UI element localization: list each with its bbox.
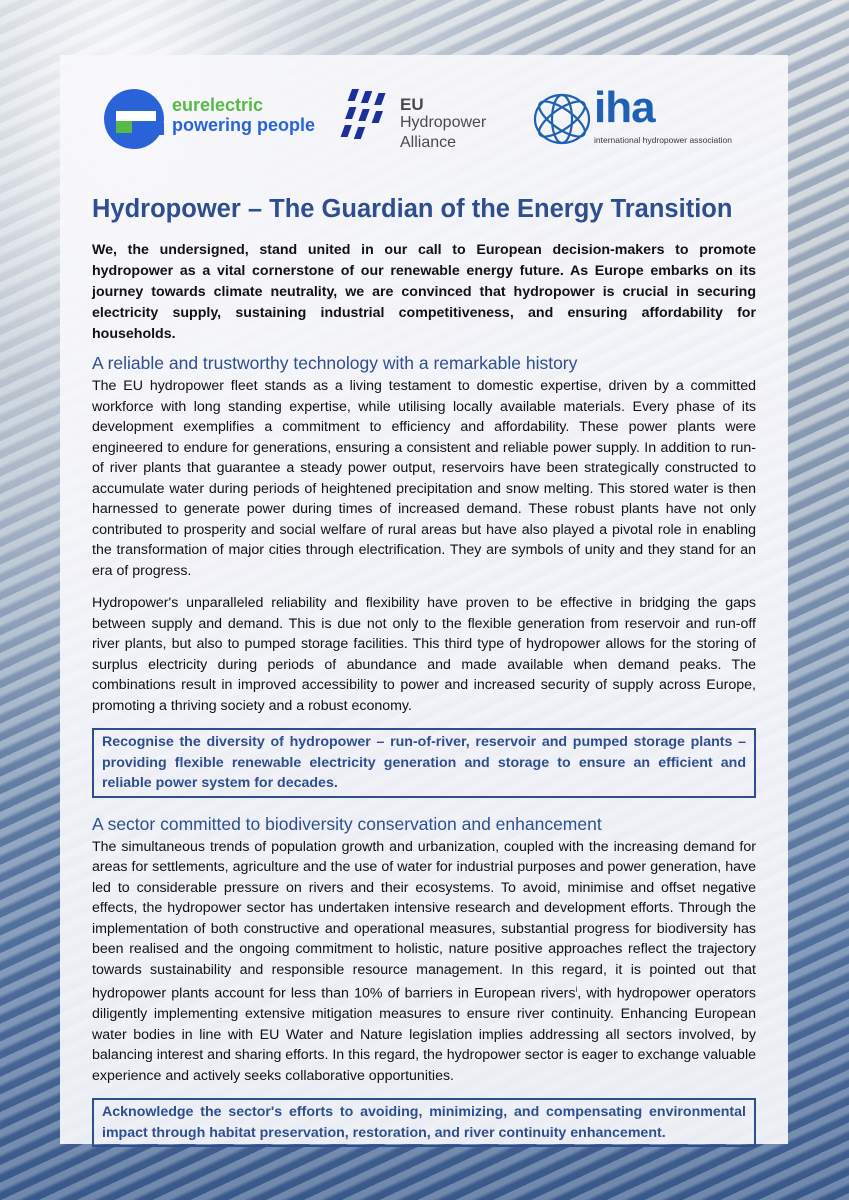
section2-paragraph1 — [92, 837, 756, 1087]
section1-paragraph2: Hydropower's unparalleled reliability and flexibility have proven to be effective in bridging the gaps between supply and demand. This is due not only to the flexible generation from reservoir and run-off river plants, but also to pumped storage facilities. This third type of hydropower allows for the storing of surplus electricity during periods of abundance and made available when demand peaks. The combinations result in improved accessibility to power and increased security of supply across Europe, promoting a thriving society and a robust economy. — [92, 595, 756, 714]
section2-paragraph1-part1: The simultaneous trends of population growth and urbanization, coupled with the increasing demand for areas for settlements, agriculture and the use of water for industrial purposes and power generation, have led to considerable pressure on rivers and their ecosystems. To avoid, minimise and offset negative effects, the hydropower sector has undertaken intensive research and development efforts. Through the implementation of both constructive and operational measures, substantial progress for biodiversity has been realised and the ongoing commitment to holistic, nature positive approaches reflect the trajectory towards sustainability and responsible resource management. In this regard, it is pointed out that hydropower plants account for less than 10% of barriers in European rivers — [92, 838, 756, 1002]
alliance-line3: Alliance — [400, 134, 457, 151]
alliance-line1: EU — [400, 95, 424, 114]
section1-callout: Recognise the diversity of hydropower – run-of-river, reservoir and pumped storage plants – providing flexible renewable electricity generation and storage to ensure an efficient and reliable power system for decades. — [92, 728, 756, 798]
iha-subtitle: international hydropower association — [594, 135, 732, 145]
footnote-marker[interactable]: i — [575, 985, 578, 994]
section2-heading: A sector committed to biodiversity conservation and enhancement — [92, 813, 602, 834]
logo-row — [92, 85, 756, 195]
eurelectric-tagline: powering people — [172, 115, 316, 135]
alliance-stripes-icon — [338, 89, 398, 145]
iha-globe-icon — [532, 85, 594, 151]
section1-heading: A reliable and trustworthy technology with a remarkable history — [92, 353, 578, 373]
section2-callout: Acknowledge the sector's efforts to avoiding, minimizing, and compensating environmental impact through habitat preservation, restoration, and river continuity enhancement. — [92, 1098, 756, 1147]
iha-logo — [532, 85, 752, 155]
alliance-line2: Hydropower — [400, 114, 487, 131]
document-panel — [60, 55, 788, 1144]
page-title: Hydropower – The Guardian of the Energy Transition — [92, 195, 733, 223]
eurelectric-e-icon — [102, 87, 166, 151]
iha-mark: iha — [594, 83, 655, 132]
section1-paragraph1: The EU hydropower fleet stands as a living testament to domestic expertise, driven by a committed workforce with long standing expertise, while utilising locally available materials. Every phase of its development exemplifies a commitment to efficiency and affordability. These power plants were engineered to endure for generations, ensuring a consistent and reliable power supply. In addition to run-of river plants that guarantee a steady power output, reservoirs have been strategically constructed to accumulate water during periods of heightened precipitation and snow melting. This stored water is then harnessed to generate power during times of increased demand. These robust plants have not only contributed to prosperity and social welfare of rural areas but have also played a pivotal role in enabling the transformation of major cities through electrification. They are symbols of unity and they stand for an era of progress. — [92, 378, 756, 579]
eurelectric-logo — [102, 85, 322, 155]
eu-hydropower-alliance-logo — [338, 85, 508, 160]
section2-paragraph1-part2: , with hydropower operators diligently implementing extensive mitigation measures to ensure river continuity. Enhancing European water bodies in line with EU Water and Nature legislation implies addressing all sectors involved, by balancing interest and sharing efforts. In this regard, the hydropower sector is eager to exchange valuable experience and actively seeks collaborative opportunities. — [92, 985, 756, 1084]
intro-paragraph: We, the undersigned, stand united in our call to European decision-makers to promote hydropower as a vital cornerstone of our renewable energy future. As Europe embarks on its journey towards climate neutrality, we are convinced that hydropower is crucial in securing electricity supply, sustaining industrial competitiveness, and ensuring affordability for households. — [92, 242, 756, 342]
eurelectric-name: eurelectric — [172, 95, 264, 115]
